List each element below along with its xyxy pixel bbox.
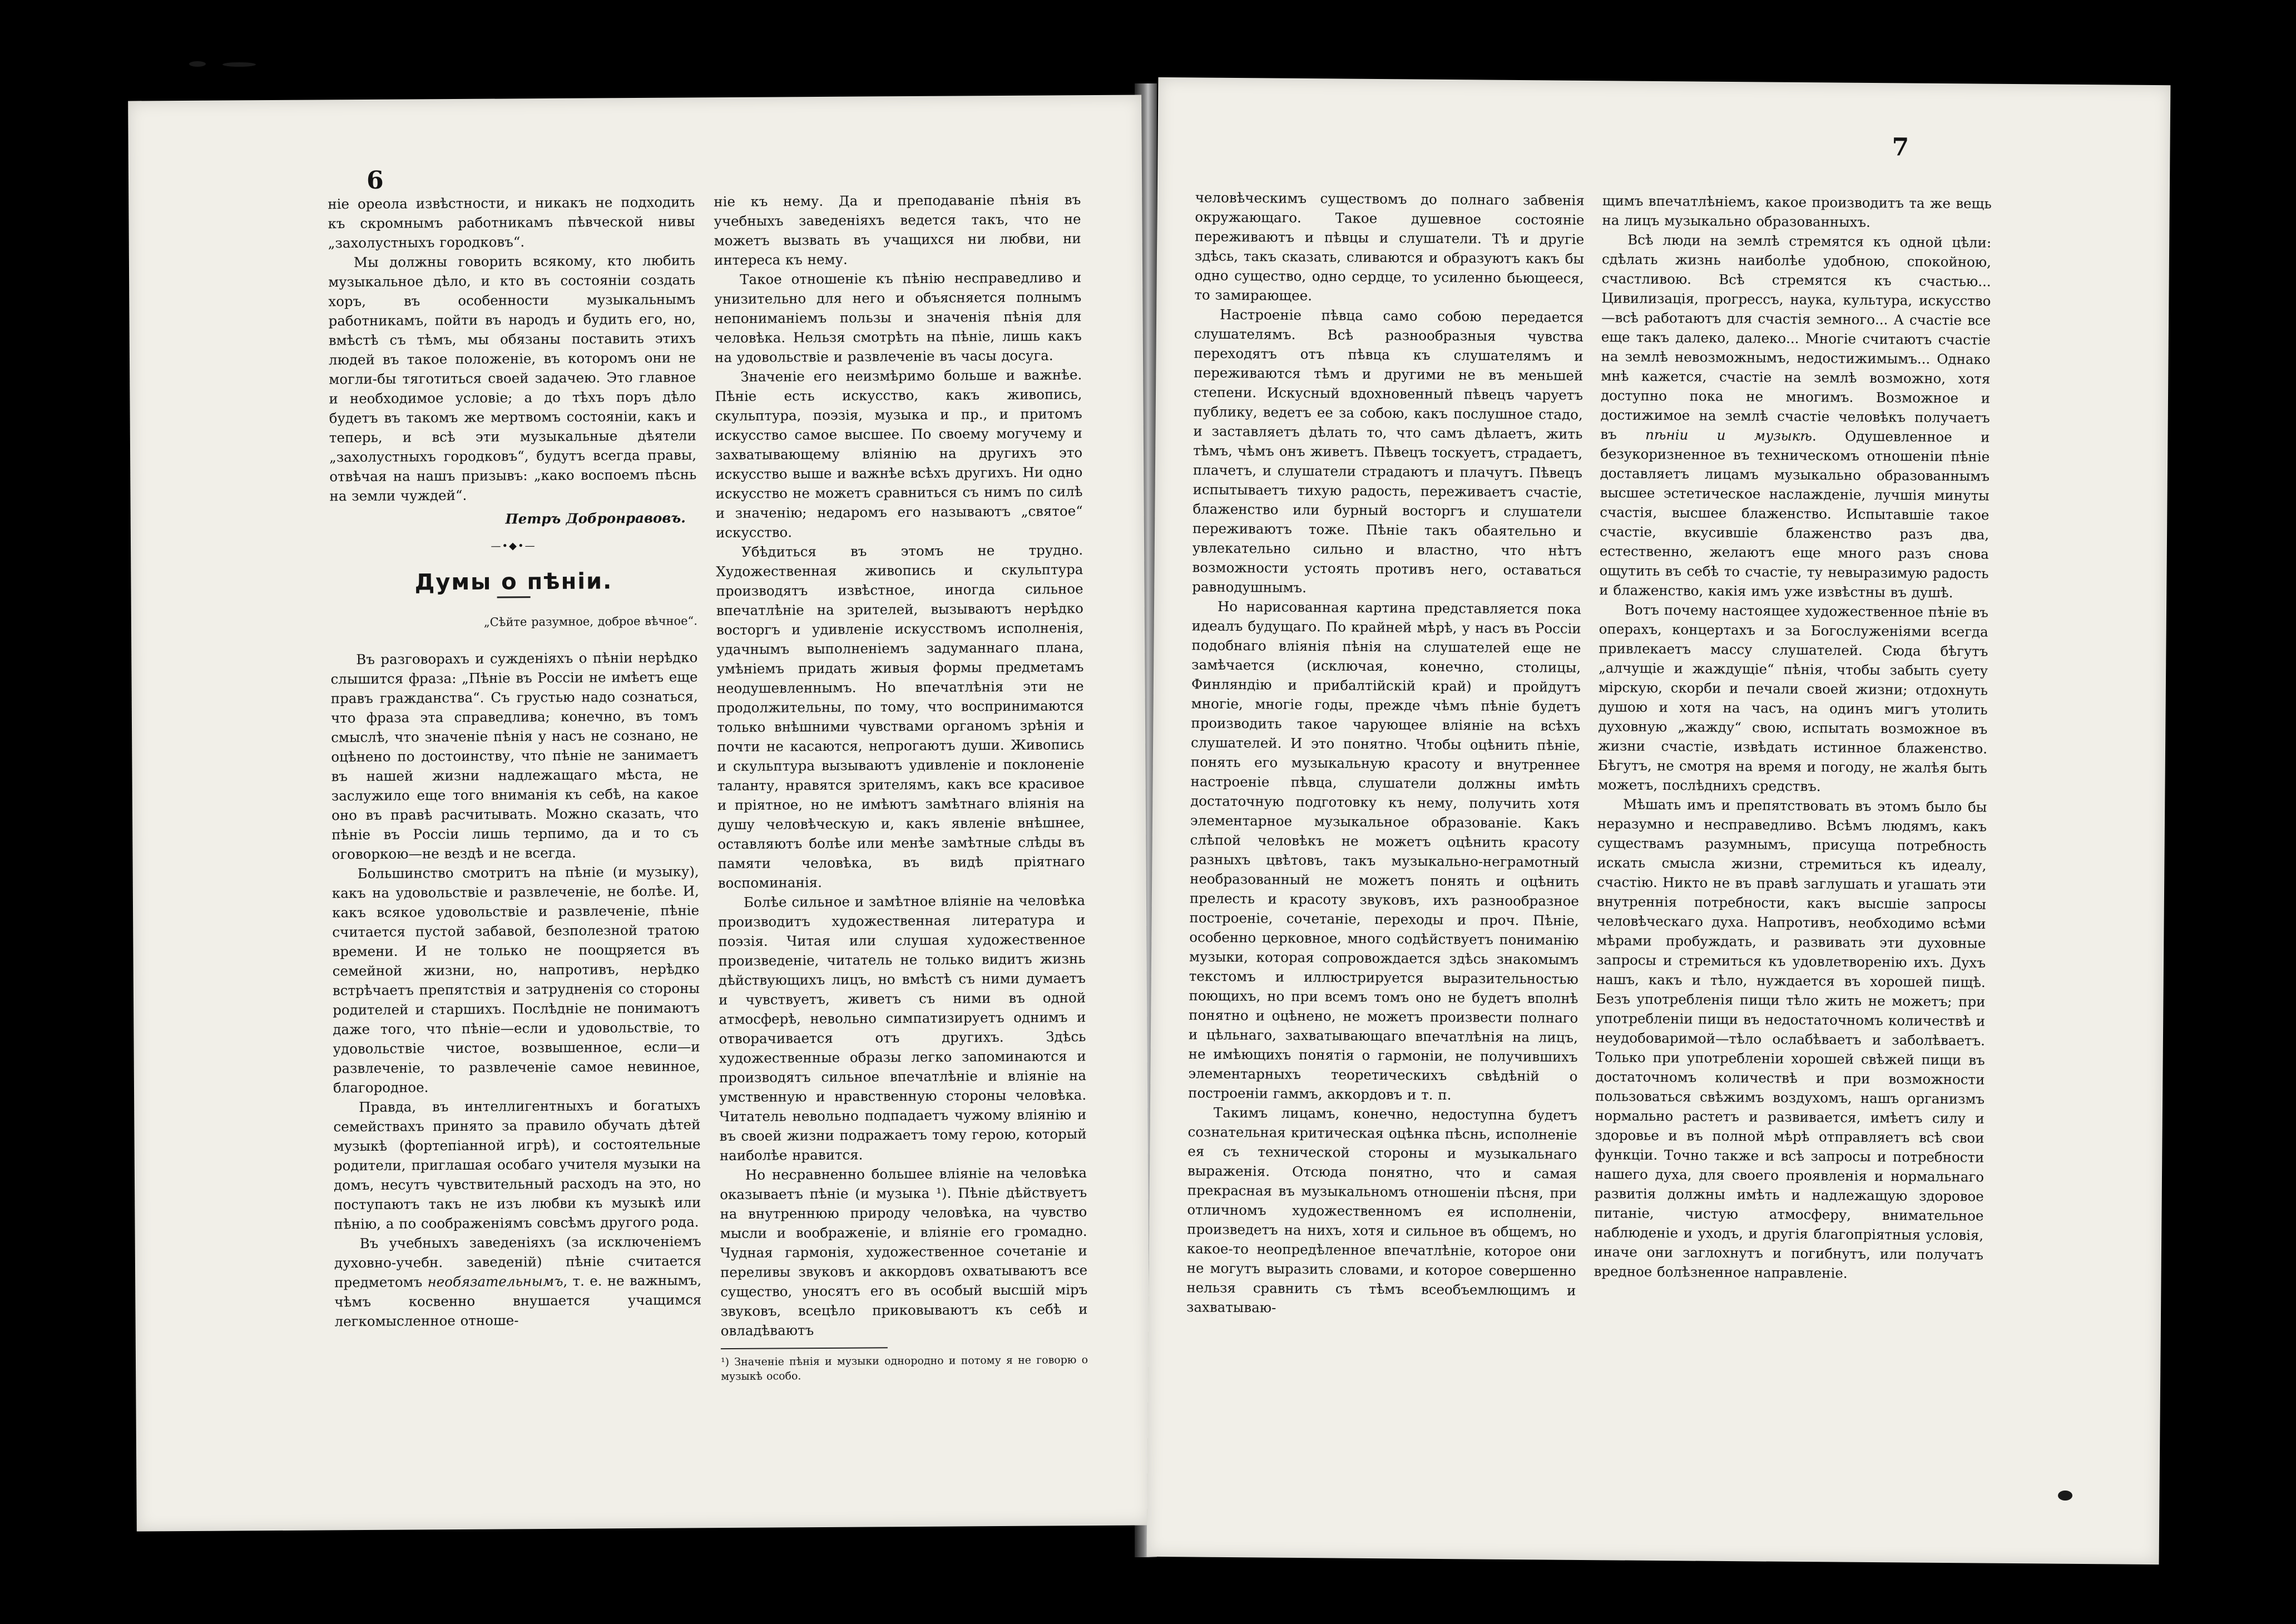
right-column-2 bbox=[1594, 191, 1992, 1284]
author-signature: Петръ Добронравовъ. bbox=[505, 509, 686, 527]
paragraph: Но несравненно большее вліяніе на человѣка оказываетъ пѣніе (и музыка ¹). Пѣніе дѣйствуетъ на внутреннюю природу человѣка, на чувство мысли и воображеніе, и вліяніе его громадно. Чудная гармонія, художественное сочетаніе и переливы звуковъ и аккордовъ охватываютъ все существо, уносятъ его въ особый высшій міръ звуковъ, всецѣло приковываютъ къ себѣ и овладѣваютъ bbox=[720, 1165, 1088, 1339]
text-run: Всѣ люди на землѣ стремятся къ одной цѣли: сдѣлать жизнь наиболѣе удобною, спокойною, счастливою. Всѣ стремятся къ счастью... Цивилизація, прогрессъ, наука, культура, искусство—всѣ работаютъ для счастія земного... А счастіе все еще такъ далеко, далеко... Многіе считаютъ счастіе на землѣ невозможнымъ, недостижимымъ... Однако мнѣ кажется, счастіе на землѣ возможно, хотя доступно пока не многимъ. Возможное и достижимое на землѣ счастіе человѣкъ получаетъ въ bbox=[1600, 231, 1992, 443]
scan-speck bbox=[189, 61, 206, 67]
ornament-divider: —•◆•— bbox=[491, 540, 536, 552]
emphasis: пѣніи и музыкѣ bbox=[1645, 426, 1813, 444]
paragraph: ніе къ нему. Да и преподаваніе пѣнія въ учебныхъ заведеніяхъ ведется такъ, что не можетъ вызвать въ учащихся ни любви, ни интереса къ нему. bbox=[714, 191, 1081, 269]
footnote: ¹) Значеніе пѣнія и музыки однородно и потому я не говорю о музыкѣ особо. bbox=[720, 1354, 1088, 1383]
title-rule bbox=[497, 596, 531, 598]
right-column-1 bbox=[1186, 187, 1585, 1319]
paragraph: Убѣдиться въ этомъ не трудно. Художественная живопись и скульптура производятъ извѣстное, иногда сильное впечатлѣніе на зрителей, вызываютъ нерѣдко восторгъ и удивленіе искусствомъ исполненія, удачнымъ выполненіемъ задуманнаго плана, умѣніемъ придать живыя формы предметамъ неодушевленнымъ. Но впечатлѣнія эти не продолжительны, по тому, что воспринимаются только внѣшними чувствами органомъ зрѣнія и почти не касаются, непрогаютъ души. Живопись и скульптура вызываютъ удивленіе и поклоненіе таланту, нравятся зрителямъ, какъ все красивое и пріятное, но не имѣютъ замѣтнаго вліянія на душу человѣческую и, какъ явленіе внѣшнее, оставляютъ болѣе или менѣе замѣтные слѣды въ памяти человѣка, въ видѣ пріятнаго воспоминанія. bbox=[716, 542, 1085, 892]
epigraph: „Сѣйте разумное, доброе вѣчное“. bbox=[483, 614, 697, 629]
footnote-rule bbox=[721, 1347, 888, 1349]
right-page bbox=[1147, 77, 2171, 1564]
text-run: Въ учебныхъ заведеніяхъ (за исключеніемъ духовно-учебн. заведеній) пѣніе считается предметомъ bbox=[334, 1233, 702, 1291]
article-title: Думы о пѣніи. bbox=[414, 568, 613, 596]
left-column-2 bbox=[714, 190, 1088, 1384]
text-run: , т. е. не важнымъ, чѣмъ косвенно внушается учащимся легкомысленное отноше- bbox=[334, 1272, 702, 1330]
paragraph: Настроеніе пѣвца само собою передается слушателямъ. Всѣ разнообразныя чувства переходятъ отъ пѣвца къ слушателямъ и переживаются тѣмъ и другими не въ меньшей степени. Искусный вдохновенный пѣвецъ чаруетъ публику, ведетъ ее за собою, какъ послушное стадо, и заставляетъ дѣлать то, что самъ дѣлаетъ, жить тѣмъ, чѣмъ онъ живетъ. Пѣвецъ тоскуетъ, страдаетъ, плачетъ, и слушатели страдаютъ и плачутъ. Пѣвецъ испытываетъ тихую радость, переживаетъ счастіе, блаженство или бурный восторгъ и слушатели переживаютъ тоже. Пѣніе такъ обаятельно и увлекательно сильно и властно, что нѣтъ возможности устоять противъ него, оставаться равнодушнымъ. bbox=[1192, 306, 1584, 596]
paragraph: Болѣе сильное и замѣтное вліяніе на человѣка производитъ художественная литература и поэзія. Читая или слушая художественное произведеніе, читатель не только видитъ жизнь дѣйствующихъ лицъ, но вмѣстѣ съ ними думаетъ и чувствуетъ, живетъ съ ними въ одной атмосферѣ, невольно симпатизируетъ однимъ и отворачивается отъ другихъ. Здѣсь художественные образы легко запоминаются и производятъ сильное впечатлѣніе и вліяніе на умственную и нравственную стороны человѣка. Читатель невольно подпадаетъ чужому вліянію и въ своей жизни подражаетъ тому герою, который наиболѣе нравится. bbox=[718, 892, 1087, 1164]
paragraph: Большинство смотритъ на пѣніе (и музыку), какъ на удовольствіе и развлеченіе, не болѣе. И, какъ всякое удовольствіе и развлеченіе, пѣніе считается пустой забавой, безполезной тратою времени. И не только не поощряется въ семейной жизни, но, напротивъ, нерѣдко встрѣчаетъ препятствія и затрудненія со стороны родителей и старшихъ. Послѣдніе не понимаютъ даже того, что пѣніе—если и удовольствіе, то удовольствіе чистое, возвышенное, если—и развлеченіе, то развлеченіе самое невинное, благородное. bbox=[331, 863, 700, 1096]
paragraph: Такое отношеніе къ пѣнію несправедливо и унизительно для него и объясняется полнымъ непониманіемъ пользы и значенія пѣнія для человѣка. Нельзя смотрѣть на пѣніе, лишь какъ на удовольствіе и развлеченіе въ часы досуга. bbox=[714, 269, 1082, 366]
paragraph: Мѣшать имъ и препятствовать въ этомъ было бы неразумно и несправедливо. Всѣмъ людямъ, какъ существамъ разумнымъ, присуща потребность искать смысла жизни, стремиться къ идеалу, счастію. Никто не въ правѣ заглушать и угашать эти внутреннія потребности, какъ высшіе запросы человѣческаго духа. Напротивъ, необходимо всѣми мѣрами пробуждать, и развивать эти духовные запросы и стремиться къ удовлетворенію ихъ. Духъ нашъ, какъ и тѣло, нуждается въ хорошей пищѣ. Безъ употребленія пищи тѣло жить не можетъ; при употребленіи пищи въ недостаточномъ количествѣ и неудобоваримой—тѣло ослабѣваетъ и заболѣваетъ. Только при употребленіи хорошей свѣжей пищи въ достаточномъ количествѣ и при возможности пользоваться свѣжимъ воздухомъ, нашъ организмъ нормально растетъ и развивается, имѣетъ силу и здоровье и въ полной мѣрѣ отправляетъ всѣ свои функціи. Точно также и всѣ запросы и потребности нашего духа, для своего проявленія и нормальнаго развитія должны имѣть и надлежащую здоровое питаніе, чистую атмосферу, внимательное наблюденіе и уходъ, и другія благопріятныя условія, иначе они заглохнутъ и погибнутъ, или получатъ вредное болѣзненное направленіе. bbox=[1594, 796, 1987, 1281]
paragraph: Мы должны говорить всякому, кто любить музыкальное дѣло, и кто въ состояніи создать хоръ, въ особенности музыкальнымъ работникамъ, пойти въ народъ и будить его, но, вмѣстѣ съ тѣмъ, мы обязаны поставить этихъ людей въ такое положеніе, въ которомъ они не могли-бы тяготиться своей задачею. Это главное и необходимое условіе; а до тѣхъ поръ дѣло будетъ въ такомъ же мертвомъ состояніи, какъ и теперь, и всѣ эти музыкальные дѣятели „захолустныхъ городковъ“, будутъ всегда правы, отвѣчая на нашъ призывъ: „како воспоемъ пѣснь на земли чуждей“. bbox=[328, 252, 697, 504]
paragraph bbox=[334, 1231, 702, 1331]
paragraph bbox=[1599, 230, 1991, 602]
left-column-1 bbox=[328, 192, 701, 1331]
emphasis: необязательнымъ bbox=[427, 1273, 563, 1290]
paragraph: ніе ореола извѣстности, и никакъ не подходить къ скромнымъ работникамъ пѣвческой нивы „захолустныхъ городковъ“. bbox=[328, 194, 695, 251]
paragraph: Значеніе его неизмѣримо больше и важнѣе. Пѣніе есть искусство, какъ живопись, скульптура, поэзія, музыка и пр., и притомъ искусство самое высшее. По своему могучему и захватывающему вліянію на другихъ это искусство выше и важнѣе всѣхъ другихъ. Ни одно искусство не можетъ сравниться съ нимъ по силѣ и значенію; недаромъ его называютъ „святое“ искусство. bbox=[715, 367, 1083, 541]
paragraph: Такимъ лицамъ, конечно, недоступна будетъ сознательная критическая оцѣнка пѣснь, исполненіе ея съ технической стороны и музыкальнаго выраженія. Отсюда понятно, что и самая прекрасная въ музыкальномъ отношеніи пѣсня, при отличномъ художественномъ ея исполненіи, произведетъ на нихъ, хотя и сильное въ общемъ, но какое-то неопредѣленное впечатлѣніе, которое они не могутъ выразить словами, и которое совершенно нельзя сравнить съ тѣмъ всеобъемлющимъ и захватываю- bbox=[1186, 1104, 1577, 1316]
paragraph: Въ разговорахъ и сужденіяхъ о пѣніи нерѣдко слышится фраза: „Пѣніе въ Россіи не имѣетъ еще правъ гражданства“. Съ грустью надо сознаться, что фраза эта справедлива; конечно, въ томъ смыслѣ, что значеніе пѣнія у насъ не сознано, не оцѣнено по достоинству, что пѣніе не занимаетъ въ нашей жизни надлежащаго мѣста, не заслужило еще того вниманія къ себѣ, на какое оно въ правѣ расчитывать. Можно сказать, что пѣніе въ Россіи лишь терпимо, да и то съ оговоркою—не вездѣ и не всегда. bbox=[330, 649, 699, 863]
paragraph: Вотъ почему настоящее художественное пѣніе въ операхъ, концертахъ и за Богослуженіями всегда привлекаетъ массу слушателей. Сюда бѣгутъ „алчущіе и жаждущіе“ пѣнія, чтобы забыть суету мірскую, скорби и печали своей жизни; отдохнуть душою и хотя на часъ, на одинъ мигъ утолить духовную „жажду“ свою, испытать возможное въ жизни счастіе, извѣдать истинное блаженство. Бѣгутъ, не смотря на время и погоду, не жалѣя быть можетъ, послѣднихъ средствъ. bbox=[1597, 601, 1989, 795]
paragraph: человѣческимъ существомъ до полнаго забвенія окружающаго. Такое душевное состояніе переживаютъ и пѣвцы и слушатели. Тѣ и другіе здѣсь, такъ сказать, сливаются и образуютъ какъ бы одно существо, одно сердце, то усиленно бьющееся, то замирающее. bbox=[1194, 189, 1585, 304]
paragraph: щимъ впечатлѣніемъ, какое производитъ та же вещь на лицъ музыкально образованныхъ. bbox=[1602, 192, 1992, 230]
paragraph: Правда, въ интеллигентныхъ и богатыхъ семействахъ принято за правило обучать дѣтей музыкѣ (фортепіанной игрѣ), и состоятельные родители, приглашая особаго учителя музыки на домъ, несутъ чувствительный расходъ на это, но поступаютъ такъ не изъ любви къ музыкѣ или пѣнію, а по соображеніямъ совсѣмъ другого рода. bbox=[333, 1097, 701, 1232]
scan-speck bbox=[2058, 1491, 2072, 1501]
page-number-left: 6 bbox=[366, 166, 384, 195]
scan-speck bbox=[222, 62, 256, 67]
paragraph: Но нарисованная картина представляется пока идеалъ будущаго. По крайней мѣрѣ, у насъ въ Россіи подобнаго вліянія пѣнія на слушателей еще не замѣчается (исключая, конечно, столицы, Финляндію и прибалтійскій край) и пройдутъ многіе, многіе годы, прежде чѣмъ пѣніе будетъ производить такое чарующее вліяніе на всѣхъ слушателей. И это понятно. Чтобы оцѣнить пѣніе, понять его музыкальную красоту и внутреннее настроеніе пѣвца, слушатели должны имѣть достаточную подготовку къ нему, получить хотя элементарное музыкальное образованіе. Какъ слѣпой человѣкъ не можетъ оцѣнить красоту разныхъ цвѣтовъ, такъ музыкально-неграмотный необразованный не можетъ понять и оцѣнить прелесть и красоту звуковъ, ихъ разнообразное построеніе, сочетаніе, переходы и проч. Пѣніе, особенно церковное, много содѣйствуетъ пониманію музыки, которая сопровождается здѣсь знакомымъ текстомъ и иллюстрируется выразительностью поющихъ, но при всемъ томъ оно не будетъ вполнѣ понятно и оцѣнено, не можетъ произвести полнаго и цѣльнаго, захватывающаго впечатлѣнія на лицъ, не имѣющихъ понятія о гармоніи, не получившихъ элементарныхъ теоретическихъ свѣдѣній о построеніи гаммъ, аккордовъ и т. п. bbox=[1188, 598, 1582, 1103]
page-number-right: 7 bbox=[1892, 133, 1909, 162]
text-run: . Одушевленное и безукоризненное въ техническомъ отношеніи пѣніе доставляетъ лицамъ музыкально образованнымъ высшее эстетическое наслажденіе, лучшія минуты счастія, высшее блаженство. Испытавшіе такое счастіе, вкусившіе блаженство разъ два, естественно, желаютъ еще много разъ снова ощутить въ себѣ то счастіе, ту невыразимую радость и блаженство, какія имъ уже извѣстны въ душѣ. bbox=[1599, 428, 1990, 601]
left-page bbox=[128, 95, 1150, 1531]
